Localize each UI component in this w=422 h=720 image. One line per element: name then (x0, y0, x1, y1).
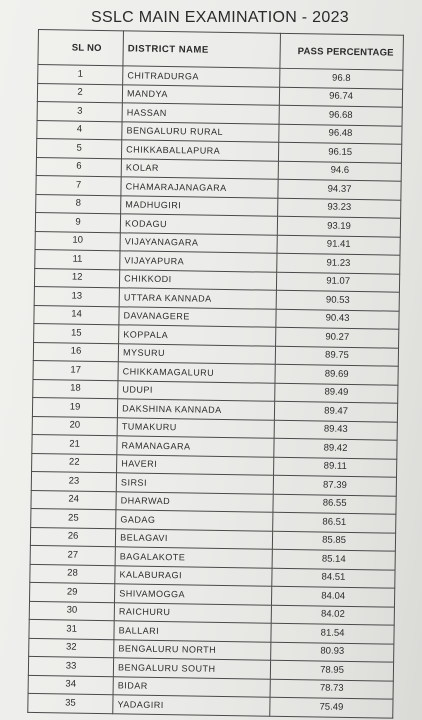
row-sl-no: 3 (37, 101, 122, 121)
row-sl-no: 35 (28, 693, 113, 713)
row-pass-percentage: 84.02 (271, 605, 394, 625)
row-district-name: CHIKKODI (120, 269, 277, 290)
row-pass-percentage: 75.49 (270, 697, 393, 717)
row-district-name: MYSURU (118, 343, 275, 364)
document-title: SSLC MAIN EXAMINATION - 2023 (91, 9, 349, 26)
row-district-name: DAVANAGERE (119, 306, 276, 327)
row-district-name: YADAGIRI (113, 695, 270, 716)
row-pass-percentage: 90.53 (276, 290, 399, 310)
row-sl-no: 16 (33, 342, 118, 362)
row-pass-percentage: 89.42 (274, 438, 397, 458)
row-pass-percentage: 78.95 (270, 660, 393, 680)
row-sl-no: 25 (31, 508, 116, 528)
row-district-name: RAICHURU (114, 602, 271, 623)
row-pass-percentage: 94.37 (278, 179, 401, 199)
row-sl-no: 11 (35, 249, 120, 269)
row-pass-percentage: 87.39 (273, 475, 396, 495)
row-district-name: CHAMARAJANAGARA (121, 177, 278, 198)
row-pass-percentage: 91.23 (277, 253, 400, 273)
row-pass-percentage: 93.19 (277, 216, 400, 236)
row-district-name: DAKSHINA KANNADA (118, 399, 275, 420)
table-header (38, 30, 404, 71)
row-district-name: KOPPALA (119, 325, 276, 346)
row-sl-no: 9 (35, 212, 120, 232)
row-sl-no: 34 (28, 675, 113, 695)
row-district-name: KODAGU (120, 214, 277, 235)
row-sl-no: 31 (29, 619, 114, 639)
results-table (27, 29, 404, 718)
row-pass-percentage: 89.43 (274, 420, 397, 440)
row-sl-no: 6 (36, 157, 121, 177)
row-pass-percentage: 91.41 (277, 235, 400, 255)
row-sl-no: 17 (33, 360, 118, 380)
row-district-name: BENGALURU NORTH (114, 639, 271, 660)
table-body (28, 65, 403, 718)
row-sl-no: 29 (30, 582, 115, 602)
row-district-name: HAVERI (117, 454, 274, 475)
row-pass-percentage: 90.27 (276, 327, 399, 347)
row-district-name: VIJAYANAGARA (120, 232, 277, 253)
row-district-name: SHIVAMOGGA (115, 584, 272, 605)
row-district-name: SIRSI (116, 473, 273, 494)
row-district-name: GADAG (116, 510, 273, 531)
row-sl-no: 7 (36, 175, 121, 195)
row-sl-no: 4 (37, 120, 122, 140)
row-pass-percentage: 94.6 (278, 161, 401, 181)
row-sl-no: 1 (38, 65, 123, 85)
row-pass-percentage: 96.8 (280, 68, 403, 88)
row-pass-percentage: 89.69 (275, 364, 398, 384)
row-sl-no: 22 (32, 453, 117, 473)
row-sl-no: 18 (33, 379, 118, 399)
row-district-name: BALLARI (114, 621, 271, 642)
row-district-name: KOLAR (121, 158, 278, 179)
row-pass-percentage: 96.48 (279, 124, 402, 144)
row-sl-no: 26 (30, 527, 115, 547)
row-sl-no: 5 (36, 138, 121, 158)
header-pass-percentage: PASS PERCENTAGE (280, 33, 403, 70)
row-sl-no: 33 (28, 656, 113, 676)
header-sl-no: SL NO (38, 30, 124, 66)
row-sl-no: 19 (32, 397, 117, 417)
row-sl-no: 21 (32, 434, 117, 454)
row-pass-percentage: 78.73 (270, 679, 393, 699)
row-sl-no: 13 (34, 286, 119, 306)
row-pass-percentage: 96.68 (279, 105, 402, 125)
row-pass-percentage: 86.51 (273, 512, 396, 532)
row-pass-percentage: 85.14 (272, 549, 395, 569)
row-sl-no: 23 (31, 471, 116, 491)
row-sl-no: 2 (37, 83, 122, 103)
row-sl-no: 14 (34, 305, 119, 325)
row-district-name: DHARWAD (116, 491, 273, 512)
row-pass-percentage: 85.85 (272, 531, 395, 551)
row-pass-percentage: 80.93 (271, 642, 394, 662)
row-pass-percentage: 86.55 (273, 494, 396, 514)
row-district-name: UDUPI (118, 380, 275, 401)
row-district-name: BELAGAVI (115, 528, 272, 549)
header-row (38, 30, 404, 71)
row-sl-no: 30 (29, 601, 114, 621)
row-pass-percentage: 96.74 (279, 87, 402, 107)
row-pass-percentage: 91.07 (277, 272, 400, 292)
row-sl-no: 24 (31, 490, 116, 510)
row-sl-no: 28 (30, 564, 115, 584)
row-pass-percentage: 89.47 (275, 401, 398, 421)
row-district-name: CHITRADURGA (123, 66, 280, 87)
row-pass-percentage: 89.11 (274, 457, 397, 477)
row-district-name: RAMANAGARA (117, 436, 274, 457)
row-pass-percentage: 81.54 (271, 623, 394, 643)
row-district-name: MADHUGIRI (121, 195, 278, 216)
row-pass-percentage: 93.23 (278, 198, 401, 218)
row-pass-percentage: 96.15 (279, 142, 402, 162)
row-district-name: CHIKKAMAGALURU (118, 362, 275, 383)
row-district-name: UTTARA KANNADA (119, 288, 276, 309)
row-sl-no: 27 (30, 545, 115, 565)
row-district-name: TUMAKURU (117, 417, 274, 438)
row-district-name: BIDAR (113, 676, 270, 697)
row-district-name: VIJAYAPURA (120, 251, 277, 272)
row-sl-no: 15 (34, 323, 119, 343)
row-district-name: CHIKKABALLAPURA (122, 140, 279, 161)
row-pass-percentage: 89.75 (275, 346, 398, 366)
header-district-name: DISTRICT NAME (123, 31, 281, 68)
row-sl-no: 10 (35, 231, 120, 251)
row-district-name: BENGALURU RURAL (122, 121, 279, 142)
row-sl-no: 12 (34, 268, 119, 288)
row-pass-percentage: 84.51 (272, 568, 395, 588)
row-sl-no: 8 (36, 194, 121, 214)
row-district-name: BENGALURU SOUTH (113, 658, 270, 679)
row-district-name: KALABURAGI (115, 565, 272, 586)
row-district-name: HASSAN (122, 103, 279, 124)
row-sl-no: 32 (29, 638, 114, 658)
row-district-name: BAGALAKOTE (115, 547, 272, 568)
row-pass-percentage: 89.49 (275, 383, 398, 403)
row-pass-percentage: 84.04 (272, 586, 395, 606)
row-sl-no: 20 (32, 416, 117, 436)
row-district-name: MANDYA (122, 84, 279, 105)
row-pass-percentage: 90.43 (276, 309, 399, 329)
